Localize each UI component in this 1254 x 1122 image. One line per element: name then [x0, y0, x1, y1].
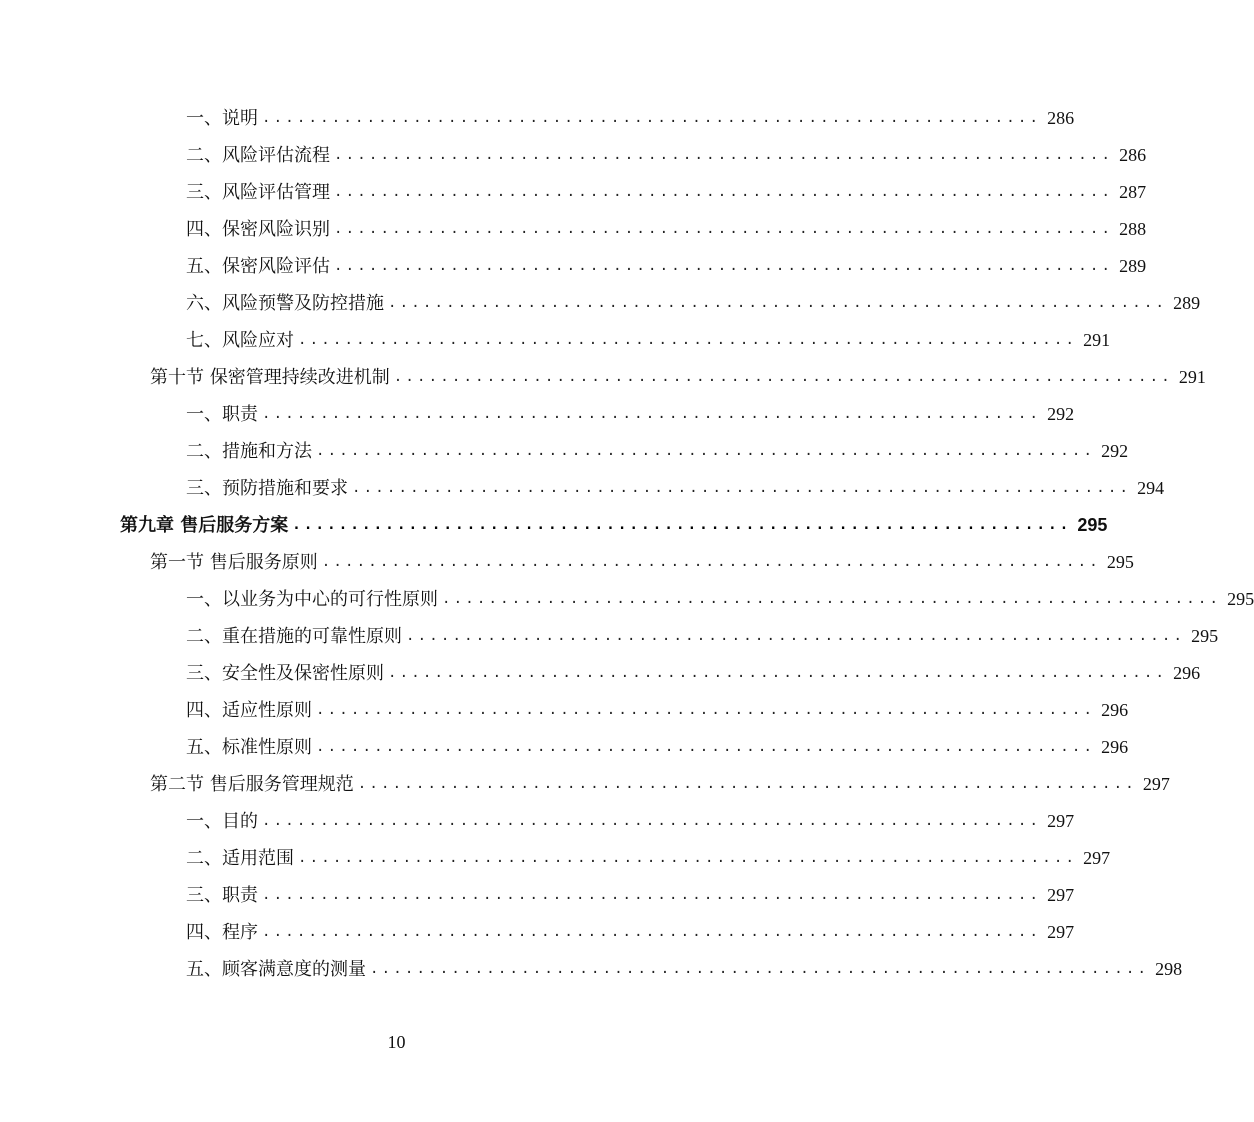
dot-leader: ................................................................... [321, 554, 1101, 570]
toc-entry-page: 286 [1119, 145, 1147, 165]
dot-leader: ................................................................... [262, 924, 1042, 940]
toc-entry-page: 289 [1119, 256, 1147, 276]
dot-leader: ................................................................... [388, 665, 1168, 681]
toc-entry-page: 296 [1101, 700, 1129, 720]
dot-leader: ................................................................... [262, 813, 1042, 829]
toc-entry-page: 297 [1047, 885, 1075, 905]
toc-section-entry[interactable] [150, 359, 1206, 396]
toc-entry-title: 二、适用范围 [186, 848, 294, 869]
dot-leader: ................................................................... [316, 739, 1096, 755]
dot-leader: ................................................................... [352, 480, 1132, 496]
toc-entry[interactable] [186, 396, 1075, 433]
toc-entry-title: 五、标准性原则 [186, 737, 312, 758]
toc-entry-page: 295 [1077, 515, 1108, 535]
toc-entry-title: 二、重在措施的可靠性原则 [186, 626, 402, 647]
toc-entry-title: 三、预防措施和要求 [186, 478, 348, 499]
toc-entry[interactable] [186, 692, 1129, 729]
toc-entry-page: 297 [1142, 774, 1170, 794]
toc-entry-title: 五、顾客满意度的测量 [186, 959, 366, 980]
toc-entry[interactable] [186, 100, 1075, 137]
toc-entry-title: 三、职责 [186, 885, 258, 906]
toc-entry-title: 四、程序 [186, 922, 258, 943]
toc-entry-title: 一、目的 [186, 811, 258, 832]
toc-entry-title: 一、以业务为中心的可行性原则 [186, 589, 438, 610]
toc-entry-title: 第二节 售后服务管理规范 [150, 774, 354, 795]
toc-entry[interactable] [186, 248, 1147, 285]
toc-entry-page: 298 [1155, 959, 1183, 979]
dot-leader: ................................................................... [316, 702, 1096, 718]
toc-entry[interactable] [186, 322, 1111, 359]
toc-section-entry[interactable] [150, 766, 1170, 803]
dot-leader: ................................................................... [393, 369, 1173, 385]
toc-entry[interactable] [186, 951, 1183, 988]
toc-entry-page: 286 [1047, 108, 1075, 128]
toc-entry-title: 三、风险评估管理 [186, 182, 330, 203]
toc-section-entry[interactable] [150, 544, 1134, 581]
toc-entry-title: 第九章 售后服务方案 [120, 515, 289, 536]
toc-entry-title: 一、职责 [186, 404, 258, 425]
toc-entry[interactable] [186, 285, 1201, 322]
toc-entry-page: 297 [1083, 848, 1111, 868]
dot-leader: ................................................................... [334, 258, 1114, 274]
page-number: 10 [387, 1032, 406, 1052]
toc-entry-page: 288 [1119, 219, 1147, 239]
dot-leader: ................................................................... [292, 517, 1072, 533]
toc-entry[interactable] [186, 137, 1147, 174]
toc-entry-page: 291 [1083, 330, 1111, 350]
toc-entry-page: 287 [1119, 182, 1147, 202]
dot-leader: ................................................................... [388, 295, 1168, 311]
dot-leader: ................................................................... [298, 850, 1078, 866]
toc-entry-page: 294 [1137, 478, 1165, 498]
toc-entry-title: 五、保密风险评估 [186, 256, 330, 277]
toc-entry-title: 三、安全性及保密性原则 [186, 663, 384, 684]
toc-entry-page: 292 [1047, 404, 1075, 424]
toc-chapter-entry[interactable] [120, 507, 1108, 544]
dot-leader: ................................................................... [370, 961, 1150, 977]
toc-entry-page: 297 [1047, 922, 1075, 942]
toc-entry-title: 四、保密风险识别 [186, 219, 330, 240]
toc-entry-title: 一、说明 [186, 108, 258, 129]
toc-entry[interactable] [186, 840, 1111, 877]
dot-leader: ................................................................... [442, 591, 1222, 607]
toc-entry[interactable] [186, 618, 1219, 655]
toc-entry-title: 六、风险预警及防控措施 [186, 293, 384, 314]
toc-entry-page: 289 [1173, 293, 1201, 313]
toc-entry-page: 297 [1047, 811, 1075, 831]
toc-entry[interactable] [186, 655, 1201, 692]
toc-entry-title: 七、风险应对 [186, 330, 294, 351]
toc-entry[interactable] [186, 877, 1075, 914]
dot-leader: ................................................................... [357, 776, 1137, 792]
toc-entry-title: 四、适应性原则 [186, 700, 312, 721]
toc-entry[interactable] [186, 211, 1147, 248]
dot-leader: ................................................................... [262, 406, 1042, 422]
dot-leader: ................................................................... [262, 110, 1042, 126]
toc-entry[interactable] [186, 914, 1075, 951]
dot-leader: ................................................................... [262, 887, 1042, 903]
toc-entry-title: 第十节 保密管理持续改进机制 [150, 367, 390, 388]
toc-entry-page: 291 [1178, 367, 1206, 387]
toc-entry[interactable] [186, 433, 1129, 470]
toc-entry[interactable] [186, 470, 1165, 507]
toc-entry-page: 295 [1106, 552, 1134, 572]
dot-leader: ................................................................... [334, 147, 1114, 163]
toc-entry-page: 296 [1173, 663, 1201, 683]
dot-leader: ................................................................... [316, 443, 1096, 459]
dot-leader: ................................................................... [298, 332, 1078, 348]
dot-leader: ................................................................... [334, 184, 1114, 200]
toc-entry-page: 296 [1101, 737, 1129, 757]
toc-entry-title: 二、风险评估流程 [186, 145, 330, 166]
toc-entry[interactable] [186, 729, 1129, 766]
toc-entry[interactable] [186, 581, 1254, 618]
toc-entry-page: 292 [1101, 441, 1129, 461]
toc-entry[interactable] [186, 803, 1075, 840]
toc-entry-page: 295 [1191, 626, 1219, 646]
dot-leader: ................................................................... [406, 628, 1186, 644]
toc-entry[interactable] [186, 174, 1147, 211]
toc-entry-title: 第一节 售后服务原则 [150, 552, 318, 573]
toc-entry-title: 二、措施和方法 [186, 441, 312, 462]
toc-entry-page: 295 [1227, 589, 1254, 609]
dot-leader: ................................................................... [334, 221, 1114, 237]
